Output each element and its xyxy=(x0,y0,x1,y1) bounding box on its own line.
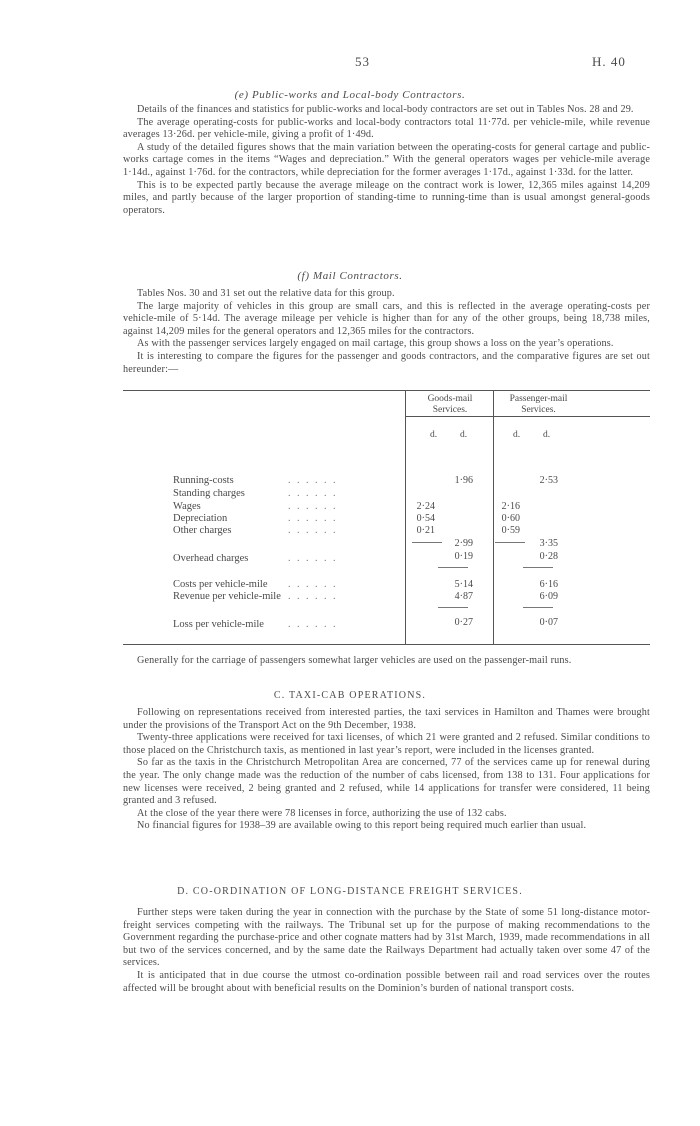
paragraph: So far as the taxis in the Christchurch Metropolitan Area are concerned, 77 of the services came up for renewal during the year. The only change made was the reduction of the number of cabs licensed, from 138 to 131. Four applications for new licenses were received, 2 being granted and 2 refused, while 14 applications for transfer were considered, 11 being granted and 3 refused. xyxy=(123,757,650,807)
section-c-body xyxy=(123,707,650,833)
leader-dots: . . . . . . xyxy=(288,488,338,499)
section-e-heading: (e) Public-works and Local-body Contractors. xyxy=(234,89,466,101)
passenger-total: 2·53 xyxy=(539,475,558,486)
total-rule xyxy=(438,567,468,568)
paragraph: Following on representations received from interested parties, the taxi services in Hamilton and Thames were brought under the provisions of the Transport Act on the 9th December, 1938. xyxy=(123,707,650,731)
header-rule xyxy=(405,416,650,417)
paragraph: Tables Nos. 30 and 31 set out the relative data for this group. xyxy=(137,288,395,299)
passenger-total: 6·16 xyxy=(539,579,558,590)
goods-item: 0·21 xyxy=(416,525,435,536)
leader-dots: . . . . . . xyxy=(288,553,338,564)
paragraph: The average operating-costs for public-works and local-body contractors total 11·77d. per vehicle-mile, while revenue averages 13·26d. per vehicle-mile, giving a profit of 1·49d. xyxy=(123,116,650,141)
paragraph: No financial figures for 1938–39 are available owing to this report being required much earlier than usual. xyxy=(137,820,587,832)
passenger-item: 0·60 xyxy=(501,513,520,524)
leader-dots: . . . . . . xyxy=(288,513,338,524)
after-table-note xyxy=(123,655,650,668)
leader-dots: . . . . . . xyxy=(288,475,338,486)
passenger-item: 2·16 xyxy=(501,501,520,512)
leader-dots: . . . . . . xyxy=(288,619,338,630)
column-header-goods: Goods-mail Services. xyxy=(427,394,473,415)
paragraph: It is interesting to compare the figures for the passenger and goods contractors, and the comparative figures are set out hereunder:— xyxy=(123,350,650,375)
total-rule xyxy=(523,567,553,568)
goods-total: 2·99 xyxy=(454,538,473,549)
paragraph: This is to be expected partly because the average mileage on the contract work is lower, 12,365 miles against 14,209 miles, and partly because of the larger proportion of standing-time to running-time than is usual amongst general-goods operators. xyxy=(123,179,650,216)
goods-total: 5·14 xyxy=(454,579,473,590)
leader-dots: . . . . . . xyxy=(288,591,338,602)
goods-item: 2·24 xyxy=(416,501,435,512)
table-top-rule xyxy=(123,390,650,391)
row-label: Other charges xyxy=(173,525,232,536)
goods-total: 0·27 xyxy=(454,617,473,628)
row-label: Costs per vehicle-mile xyxy=(173,579,268,590)
paragraph: Generally for the carriage of passengers somewhat larger vehicles are used on the passenger-mail runs. xyxy=(137,655,572,666)
section-d-heading: D. CO-ORDINATION OF LONG-DISTANCE FREIGHT SERVICES. xyxy=(177,886,523,897)
unit-label: d. xyxy=(513,430,521,440)
passenger-total: 0·07 xyxy=(539,617,558,628)
leader-dots: . . . . . . xyxy=(288,579,338,590)
passenger-total: 3·35 xyxy=(539,538,558,549)
section-e-body xyxy=(123,104,650,217)
row-label: Wages xyxy=(173,501,201,512)
passenger-total: 6·09 xyxy=(539,591,558,602)
row-label: Revenue per vehicle-mile xyxy=(173,591,281,602)
comparison-table xyxy=(123,386,650,648)
row-label: Standing charges xyxy=(173,488,245,499)
page-number: 53 xyxy=(355,54,370,69)
leader-dots: . . . . . . xyxy=(288,501,338,512)
section-d-body xyxy=(123,907,650,995)
paragraph: At the close of the year there were 78 licenses in force, authorizing the use of 132 cabs. xyxy=(137,807,507,819)
goods-item: 0·54 xyxy=(416,513,435,524)
paragraph: The large majority of vehicles in this group are small cars, and this is reflected in the average operating-costs per vehicle-mile of 5·14d. The average mileage per vehicle is higher than for any of the other groups, being 18,738 miles, against 14,209 miles for the general operators and 12,365 miles for the contractors. xyxy=(123,300,650,337)
total-rule xyxy=(523,607,553,608)
unit-label: d. xyxy=(460,430,468,440)
section-c-heading: C. TAXI-CAB OPERATIONS. xyxy=(273,690,427,701)
passenger-item: 0·59 xyxy=(501,525,520,536)
row-label: Loss per vehicle-mile xyxy=(173,619,264,630)
section-f-heading: (f) Mail Contractors. xyxy=(297,270,403,282)
paragraph: As with the passenger services largely engaged on mail cartage, this group shows a loss on the year’s operations. xyxy=(137,338,614,350)
goods-total: 4·87 xyxy=(454,591,473,602)
goods-total: 0·19 xyxy=(454,551,473,562)
paragraph: Details of the finances and statistics for public-works and local-body contractors are set out in Tables Nos. 28 and 29. xyxy=(137,104,634,115)
table-bottom-rule xyxy=(123,644,650,645)
goods-total: 1·96 xyxy=(454,475,473,486)
paragraph: A study of the detailed figures shows that the main variation between the operating-costs for general cartage and public-works cartage comes in the items “Wages and depreciation.” With the general operators wages per vehicle-mile average 1·14d., against 1·76d. for the contractors, while depreciation for the former averages 1·17d., against 1·33d. for the latter. xyxy=(123,141,650,178)
paragraph: Further steps were taken during the year in connection with the purchase by the State of some 51 long-distance motor-freight services competing with the railways. The Tribunal set up for the purpose of making recommendations to the Government regarding the purchase-price and other cognate matters had by 31st March, 1939, made recommendations in all but two of the services concerned, and by the same date the Railways Department had actually taken over some 47 of the services. xyxy=(123,907,650,969)
column-header-passenger: Passenger-mail Services. xyxy=(509,394,568,415)
row-label: Running-costs xyxy=(173,475,234,486)
total-rule xyxy=(438,607,468,608)
paragraph: Twenty-three applications were received for taxi licenses, of which 21 were granted and 2 refused. Similar conditions to those placed on the Christchurch taxis, as mentioned in last year’s report, were included in the licenses granted. xyxy=(123,732,650,756)
passenger-total: 0·28 xyxy=(539,551,558,562)
row-label: Overhead charges xyxy=(173,553,249,564)
row-label: Depreciation xyxy=(173,513,228,524)
unit-label: d. xyxy=(430,430,438,440)
leader-dots: . . . . . . xyxy=(288,525,338,536)
section-f-body xyxy=(123,288,650,376)
document-reference: H. 40 xyxy=(592,54,626,69)
paragraph: It is anticipated that in due course the utmost co-ordination possible between rail and road services over the routes affected will be brought about with beneficial results on the Dominion’s burden of national transport costs. xyxy=(123,969,650,994)
unit-label: d. xyxy=(543,430,551,440)
